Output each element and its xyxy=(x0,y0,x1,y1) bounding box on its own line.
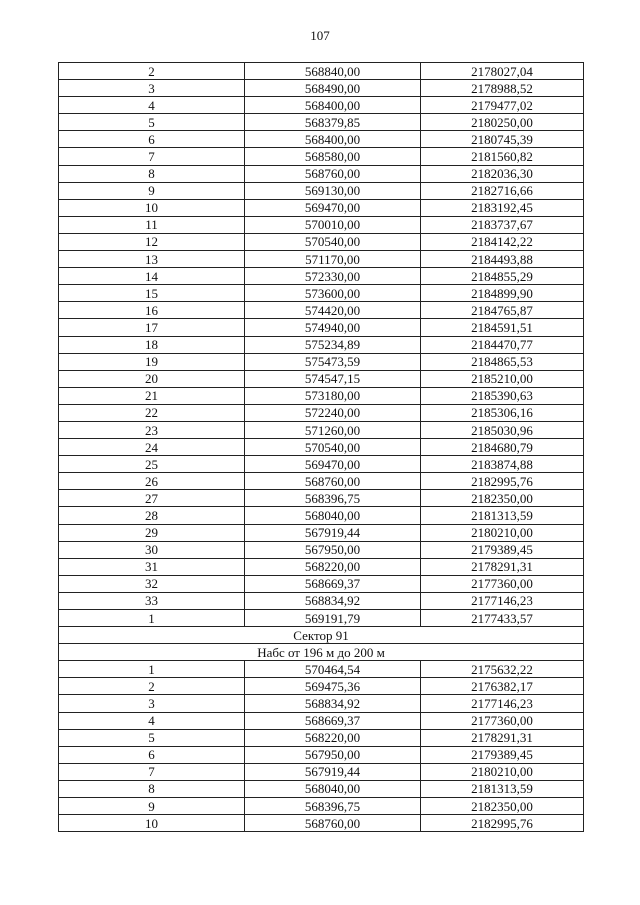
x-coordinate: 568760,00 xyxy=(245,165,421,182)
point-number: 5 xyxy=(59,729,245,746)
table-row xyxy=(59,780,584,797)
point-number: 16 xyxy=(59,302,245,319)
x-coordinate: 574547,15 xyxy=(245,370,421,387)
table-row xyxy=(59,233,584,250)
y-coordinate: 2184680,79 xyxy=(421,439,584,456)
table-row xyxy=(59,80,584,97)
y-coordinate: 2184142,22 xyxy=(421,233,584,250)
table-row xyxy=(59,575,584,592)
table-row xyxy=(59,148,584,165)
y-coordinate: 2184591,51 xyxy=(421,319,584,336)
x-coordinate: 568220,00 xyxy=(245,558,421,575)
point-number: 28 xyxy=(59,507,245,524)
x-coordinate: 574940,00 xyxy=(245,319,421,336)
table-row xyxy=(59,97,584,114)
table-row xyxy=(59,370,584,387)
table-row xyxy=(59,541,584,558)
point-number: 20 xyxy=(59,370,245,387)
table-row xyxy=(59,131,584,148)
table-row xyxy=(59,251,584,268)
y-coordinate: 2185390,63 xyxy=(421,387,584,404)
point-number: 2 xyxy=(59,63,245,80)
point-number: 18 xyxy=(59,336,245,353)
y-coordinate: 2182350,00 xyxy=(421,798,584,815)
y-coordinate: 2182350,00 xyxy=(421,490,584,507)
sector-title: Сектор 91 xyxy=(59,627,584,644)
table-row xyxy=(59,815,584,832)
y-coordinate: 2185210,00 xyxy=(421,370,584,387)
y-coordinate: 2183737,67 xyxy=(421,216,584,233)
x-coordinate: 569470,00 xyxy=(245,456,421,473)
point-number: 24 xyxy=(59,439,245,456)
y-coordinate: 2184765,87 xyxy=(421,302,584,319)
table-row xyxy=(59,199,584,216)
y-coordinate: 2181313,59 xyxy=(421,507,584,524)
x-coordinate: 568040,00 xyxy=(245,507,421,524)
page-number: 107 xyxy=(310,28,330,43)
point-number: 1 xyxy=(59,610,245,627)
table-row xyxy=(59,63,584,80)
x-coordinate: 570464,54 xyxy=(245,661,421,678)
y-coordinate: 2180210,00 xyxy=(421,524,584,541)
y-coordinate: 2185030,96 xyxy=(421,421,584,438)
table-row xyxy=(59,336,584,353)
y-coordinate: 2181313,59 xyxy=(421,780,584,797)
height-range: Набс от 196 м до 200 м xyxy=(59,644,584,661)
point-number: 3 xyxy=(59,80,245,97)
x-coordinate: 568490,00 xyxy=(245,80,421,97)
table-row xyxy=(59,456,584,473)
y-coordinate: 2184899,90 xyxy=(421,285,584,302)
table-row xyxy=(59,165,584,182)
y-coordinate: 2182716,66 xyxy=(421,182,584,199)
table-row xyxy=(59,319,584,336)
table-row xyxy=(59,439,584,456)
x-coordinate: 571260,00 xyxy=(245,421,421,438)
x-coordinate: 568669,37 xyxy=(245,712,421,729)
x-coordinate: 567950,00 xyxy=(245,541,421,558)
point-number: 11 xyxy=(59,216,245,233)
point-number: 25 xyxy=(59,456,245,473)
height-range-row xyxy=(59,644,584,661)
table-row xyxy=(59,678,584,695)
table-row xyxy=(59,302,584,319)
y-coordinate: 2176382,17 xyxy=(421,678,584,695)
y-coordinate: 2180210,00 xyxy=(421,763,584,780)
x-coordinate: 569130,00 xyxy=(245,182,421,199)
x-coordinate: 575234,89 xyxy=(245,336,421,353)
y-coordinate: 2179389,45 xyxy=(421,746,584,763)
y-coordinate: 2178988,52 xyxy=(421,80,584,97)
y-coordinate: 2179389,45 xyxy=(421,541,584,558)
table-row xyxy=(59,592,584,609)
table-row xyxy=(59,610,584,627)
x-coordinate: 568580,00 xyxy=(245,148,421,165)
x-coordinate: 574420,00 xyxy=(245,302,421,319)
y-coordinate: 2178027,04 xyxy=(421,63,584,80)
point-number: 13 xyxy=(59,251,245,268)
x-coordinate: 568760,00 xyxy=(245,473,421,490)
table-row xyxy=(59,285,584,302)
sector-91-rows xyxy=(59,661,584,832)
table-row xyxy=(59,182,584,199)
point-number: 6 xyxy=(59,746,245,763)
y-coordinate: 2177360,00 xyxy=(421,712,584,729)
x-coordinate: 568396,75 xyxy=(245,798,421,815)
point-number: 31 xyxy=(59,558,245,575)
point-number: 4 xyxy=(59,712,245,729)
coordinates-table xyxy=(58,62,584,832)
table-row xyxy=(59,712,584,729)
table-row xyxy=(59,114,584,131)
x-coordinate: 568834,92 xyxy=(245,592,421,609)
table-row xyxy=(59,524,584,541)
y-coordinate: 2180250,00 xyxy=(421,114,584,131)
point-number: 2 xyxy=(59,678,245,695)
point-number: 10 xyxy=(59,199,245,216)
point-number: 8 xyxy=(59,165,245,182)
sector-header xyxy=(59,627,584,661)
point-number: 17 xyxy=(59,319,245,336)
x-coordinate: 573600,00 xyxy=(245,285,421,302)
point-number: 22 xyxy=(59,404,245,421)
table-row xyxy=(59,661,584,678)
y-coordinate: 2184865,53 xyxy=(421,353,584,370)
x-coordinate: 567919,44 xyxy=(245,524,421,541)
point-number: 15 xyxy=(59,285,245,302)
y-coordinate: 2183192,45 xyxy=(421,199,584,216)
x-coordinate: 571170,00 xyxy=(245,251,421,268)
point-number: 32 xyxy=(59,575,245,592)
y-coordinate: 2177433,57 xyxy=(421,610,584,627)
x-coordinate: 568840,00 xyxy=(245,63,421,80)
x-coordinate: 568669,37 xyxy=(245,575,421,592)
point-number: 30 xyxy=(59,541,245,558)
x-coordinate: 568760,00 xyxy=(245,815,421,832)
point-number: 5 xyxy=(59,114,245,131)
x-coordinate: 570540,00 xyxy=(245,233,421,250)
y-coordinate: 2182995,76 xyxy=(421,815,584,832)
y-coordinate: 2177360,00 xyxy=(421,575,584,592)
x-coordinate: 575473,59 xyxy=(245,353,421,370)
y-coordinate: 2184855,29 xyxy=(421,268,584,285)
y-coordinate: 2178291,31 xyxy=(421,729,584,746)
x-coordinate: 567919,44 xyxy=(245,763,421,780)
table-row xyxy=(59,216,584,233)
point-number: 26 xyxy=(59,473,245,490)
sector-title-row xyxy=(59,627,584,644)
point-number: 10 xyxy=(59,815,245,832)
x-coordinate: 568379,85 xyxy=(245,114,421,131)
y-coordinate: 2182036,30 xyxy=(421,165,584,182)
y-coordinate: 2177146,23 xyxy=(421,695,584,712)
x-coordinate: 569475,36 xyxy=(245,678,421,695)
point-number: 23 xyxy=(59,421,245,438)
table-row xyxy=(59,763,584,780)
y-coordinate: 2182995,76 xyxy=(421,473,584,490)
y-coordinate: 2178291,31 xyxy=(421,558,584,575)
x-coordinate: 572330,00 xyxy=(245,268,421,285)
point-number: 33 xyxy=(59,592,245,609)
x-coordinate: 568396,75 xyxy=(245,490,421,507)
point-number: 1 xyxy=(59,661,245,678)
point-number: 29 xyxy=(59,524,245,541)
table-row xyxy=(59,404,584,421)
table-row xyxy=(59,558,584,575)
y-coordinate: 2184470,77 xyxy=(421,336,584,353)
point-number: 7 xyxy=(59,763,245,780)
x-coordinate: 572240,00 xyxy=(245,404,421,421)
x-coordinate: 573180,00 xyxy=(245,387,421,404)
point-number: 6 xyxy=(59,131,245,148)
point-number: 12 xyxy=(59,233,245,250)
x-coordinate: 568834,92 xyxy=(245,695,421,712)
table-row xyxy=(59,507,584,524)
x-coordinate: 569470,00 xyxy=(245,199,421,216)
point-number: 19 xyxy=(59,353,245,370)
x-coordinate: 570010,00 xyxy=(245,216,421,233)
x-coordinate: 568220,00 xyxy=(245,729,421,746)
x-coordinate: 569191,79 xyxy=(245,610,421,627)
point-number: 14 xyxy=(59,268,245,285)
y-coordinate: 2181560,82 xyxy=(421,148,584,165)
table-row xyxy=(59,746,584,763)
point-number: 3 xyxy=(59,695,245,712)
point-number: 27 xyxy=(59,490,245,507)
table-row xyxy=(59,490,584,507)
table-row xyxy=(59,268,584,285)
table-row xyxy=(59,387,584,404)
y-coordinate: 2180745,39 xyxy=(421,131,584,148)
y-coordinate: 2179477,02 xyxy=(421,97,584,114)
y-coordinate: 2183874,88 xyxy=(421,456,584,473)
point-number: 9 xyxy=(59,182,245,199)
table-row xyxy=(59,421,584,438)
y-coordinate: 2184493,88 xyxy=(421,251,584,268)
sector-90-rows xyxy=(59,63,584,627)
point-number: 9 xyxy=(59,798,245,815)
y-coordinate: 2185306,16 xyxy=(421,404,584,421)
table-row xyxy=(59,473,584,490)
x-coordinate: 567950,00 xyxy=(245,746,421,763)
x-coordinate: 568040,00 xyxy=(245,780,421,797)
table-row xyxy=(59,695,584,712)
x-coordinate: 568400,00 xyxy=(245,97,421,114)
table-row xyxy=(59,798,584,815)
point-number: 8 xyxy=(59,780,245,797)
y-coordinate: 2177146,23 xyxy=(421,592,584,609)
point-number: 7 xyxy=(59,148,245,165)
x-coordinate: 568400,00 xyxy=(245,131,421,148)
point-number: 4 xyxy=(59,97,245,114)
x-coordinate: 570540,00 xyxy=(245,439,421,456)
point-number: 21 xyxy=(59,387,245,404)
table-row xyxy=(59,353,584,370)
table-row xyxy=(59,729,584,746)
y-coordinate: 2175632,22 xyxy=(421,661,584,678)
